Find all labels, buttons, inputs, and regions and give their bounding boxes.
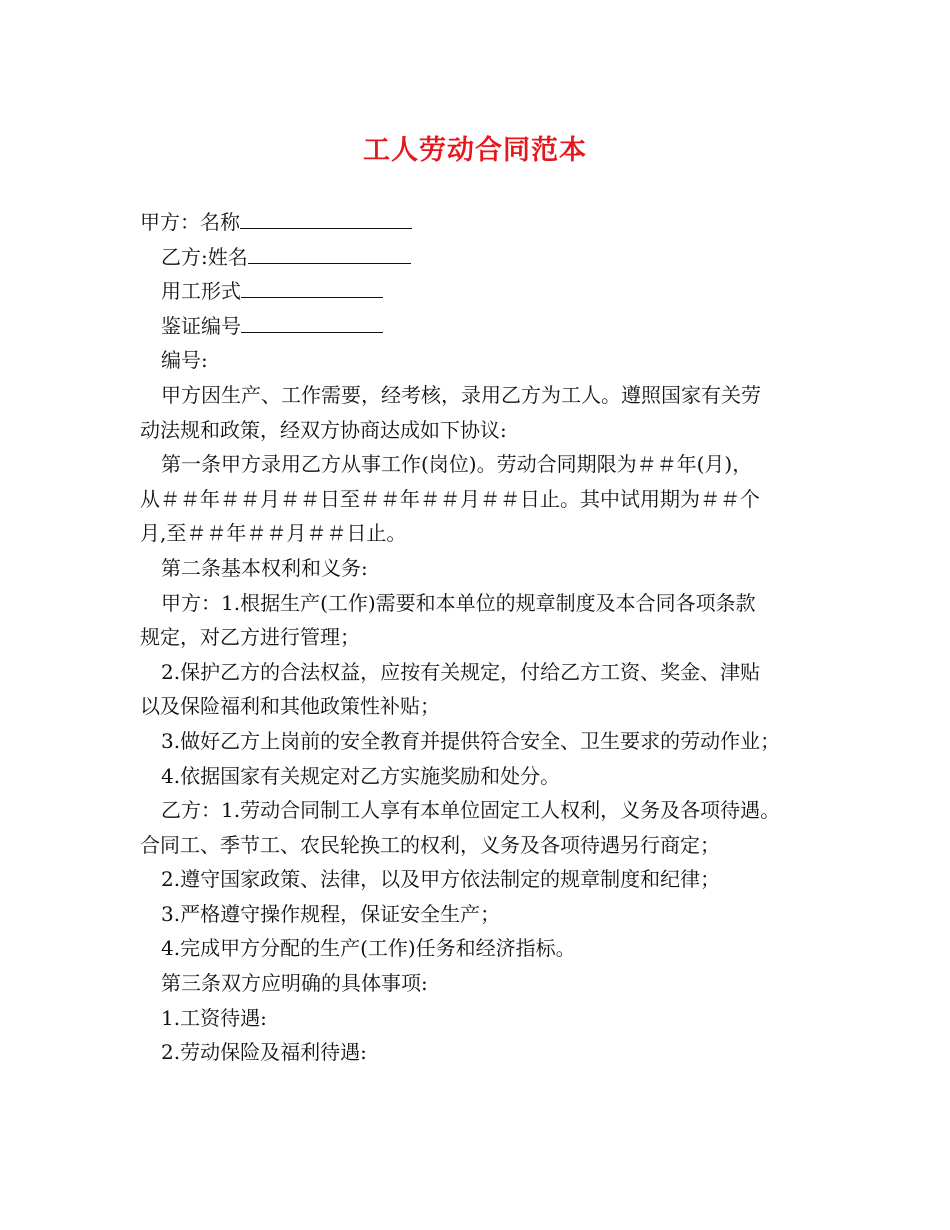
- field-label: 鉴证编号: [161, 313, 241, 338]
- paragraph-line: 第三条双方应明确的具体事项:: [161, 971, 428, 996]
- paragraph-line: 月,至＃＃年＃＃月＃＃日止。: [140, 521, 407, 546]
- paragraph-line: 第二条基本权利和义务:: [161, 555, 368, 580]
- field-label: 乙方:姓名: [161, 244, 248, 269]
- field-party-b: [140, 240, 840, 275]
- paragraph-line: 3.严格遵守操作规程，保证安全生产；: [161, 901, 501, 926]
- field-label: 编号:: [161, 348, 208, 373]
- field-label: 甲方：名称: [140, 210, 240, 234]
- document-title: 工人劳动合同范本: [363, 135, 587, 166]
- field-employment-form: [140, 274, 840, 309]
- paragraph-line: 甲方：1.根据生产(工作)需要和本单位的规章制度及本合同各项条款: [161, 590, 756, 615]
- paragraph-line: 1.工资待遇:: [161, 1005, 267, 1030]
- field-label: 用工形式: [161, 279, 241, 304]
- field-certification-number: [140, 309, 840, 344]
- blank-line: [248, 243, 411, 264]
- field-serial-number: [140, 343, 840, 378]
- paragraph-line: 动法规和政策，经双方协商达成如下协议:: [140, 417, 507, 442]
- paragraph-line: 合同工、季节工、农民轮换工的权利，义务及各项待遇另行商定；: [140, 832, 720, 857]
- paragraph-line: 从＃＃年＃＃月＃＃日至＃＃年＃＃月＃＃日止。其中试用期为＃＃个: [140, 486, 760, 511]
- paragraph-line: 4.依据国家有关规定对乙方实施奖励和处分。: [161, 763, 561, 788]
- paragraph-line: 2.保护乙方的合法权益，应按有关规定，付给乙方工资、奖金、津贴: [161, 659, 761, 684]
- paragraph-line: 以及保险福利和其他政策性补贴；: [140, 694, 440, 719]
- blank-line: [241, 312, 383, 333]
- field-party-a: [140, 205, 840, 240]
- paragraph-line: 乙方：1.劳动合同制工人享有本单位固定工人权利，义务及各项待遇。: [161, 798, 781, 823]
- blank-line: [240, 208, 412, 229]
- paragraph-line: 第一条甲方录用乙方从事工作(岗位)。劳动合同期限为＃＃年(月)，: [161, 452, 753, 477]
- paragraph-line: 2.遵守国家政策、法律，以及甲方依法制定的规章制度和纪律；: [161, 867, 721, 892]
- document-body: [140, 205, 840, 1070]
- paragraph-line: 甲方因生产、工作需要，经考核，录用乙方为工人。遵照国家有关劳: [161, 382, 761, 407]
- paragraph-line: 规定，对乙方进行管理；: [140, 625, 360, 650]
- blank-line: [241, 277, 383, 298]
- paragraph-line: 2.劳动保险及福利待遇:: [161, 1040, 367, 1065]
- paragraph-line: 3.做好乙方上岗前的安全教育并提供符合安全、卫生要求的劳动作业；: [161, 728, 781, 753]
- paragraph-line: 4.完成甲方分配的生产(工作)任务和经济指标。: [161, 936, 576, 961]
